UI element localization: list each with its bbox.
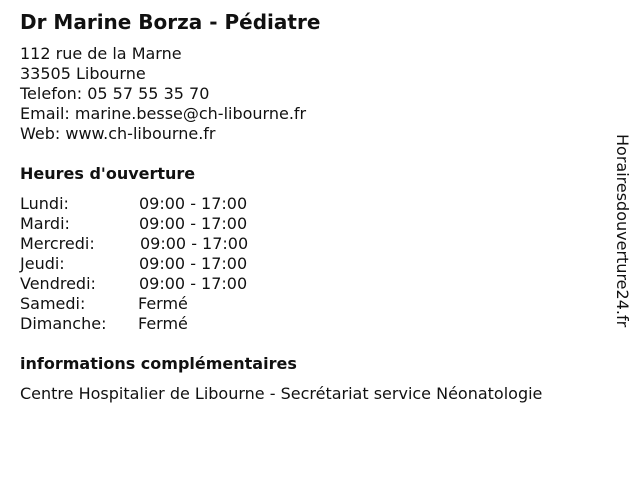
- day-hours: Fermé: [138, 314, 188, 333]
- opening-hours-heading: Heures d'ouverture: [20, 164, 196, 183]
- day-label: Lundi:: [20, 194, 69, 213]
- day-hours: 09:00 - 17:00: [139, 214, 248, 233]
- day-label: Jeudi:: [20, 254, 65, 273]
- hours-row-tuesday: [20, 214, 320, 234]
- city-postcode: 33505 Libourne: [20, 64, 146, 83]
- day-hours: 09:00 - 17:00: [139, 254, 248, 273]
- additional-info-heading: informations complémentaires: [20, 354, 297, 373]
- day-hours: 09:00 - 17:00: [139, 194, 248, 213]
- day-label: Vendredi:: [20, 274, 96, 293]
- day-label: Dimanche:: [20, 314, 107, 333]
- additional-info-text: Centre Hospitalier de Libourne - Secrétariat service Néonatologie: [20, 384, 543, 403]
- hours-row-friday: [20, 274, 320, 294]
- street-address: 112 rue de la Marne: [20, 44, 182, 63]
- phone-number: Telefon: 05 57 55 35 70: [20, 84, 210, 103]
- email-address: Email: marine.besse@ch-libourne.fr: [20, 104, 307, 123]
- day-hours: 09:00 - 17:00: [139, 274, 248, 293]
- hours-row-monday: [20, 194, 320, 214]
- day-hours: 09:00 - 17:00: [140, 234, 249, 253]
- day-label: Mardi:: [20, 214, 70, 233]
- page-title: Dr Marine Borza - Pédiatre: [20, 10, 321, 34]
- hours-row-sunday: [20, 314, 320, 334]
- day-label: Samedi:: [20, 294, 86, 313]
- hours-row-thursday: [20, 254, 320, 274]
- day-hours: Fermé: [138, 294, 188, 313]
- day-label: Mercredi:: [20, 234, 95, 253]
- hours-row-wednesday: [20, 234, 320, 254]
- hours-row-saturday: [20, 294, 320, 314]
- website: Web: www.ch-libourne.fr: [20, 124, 216, 143]
- opening-hours-table: [20, 194, 320, 334]
- site-watermark: Horairesdouverture24.fr: [613, 134, 632, 328]
- address-block: [20, 44, 306, 144]
